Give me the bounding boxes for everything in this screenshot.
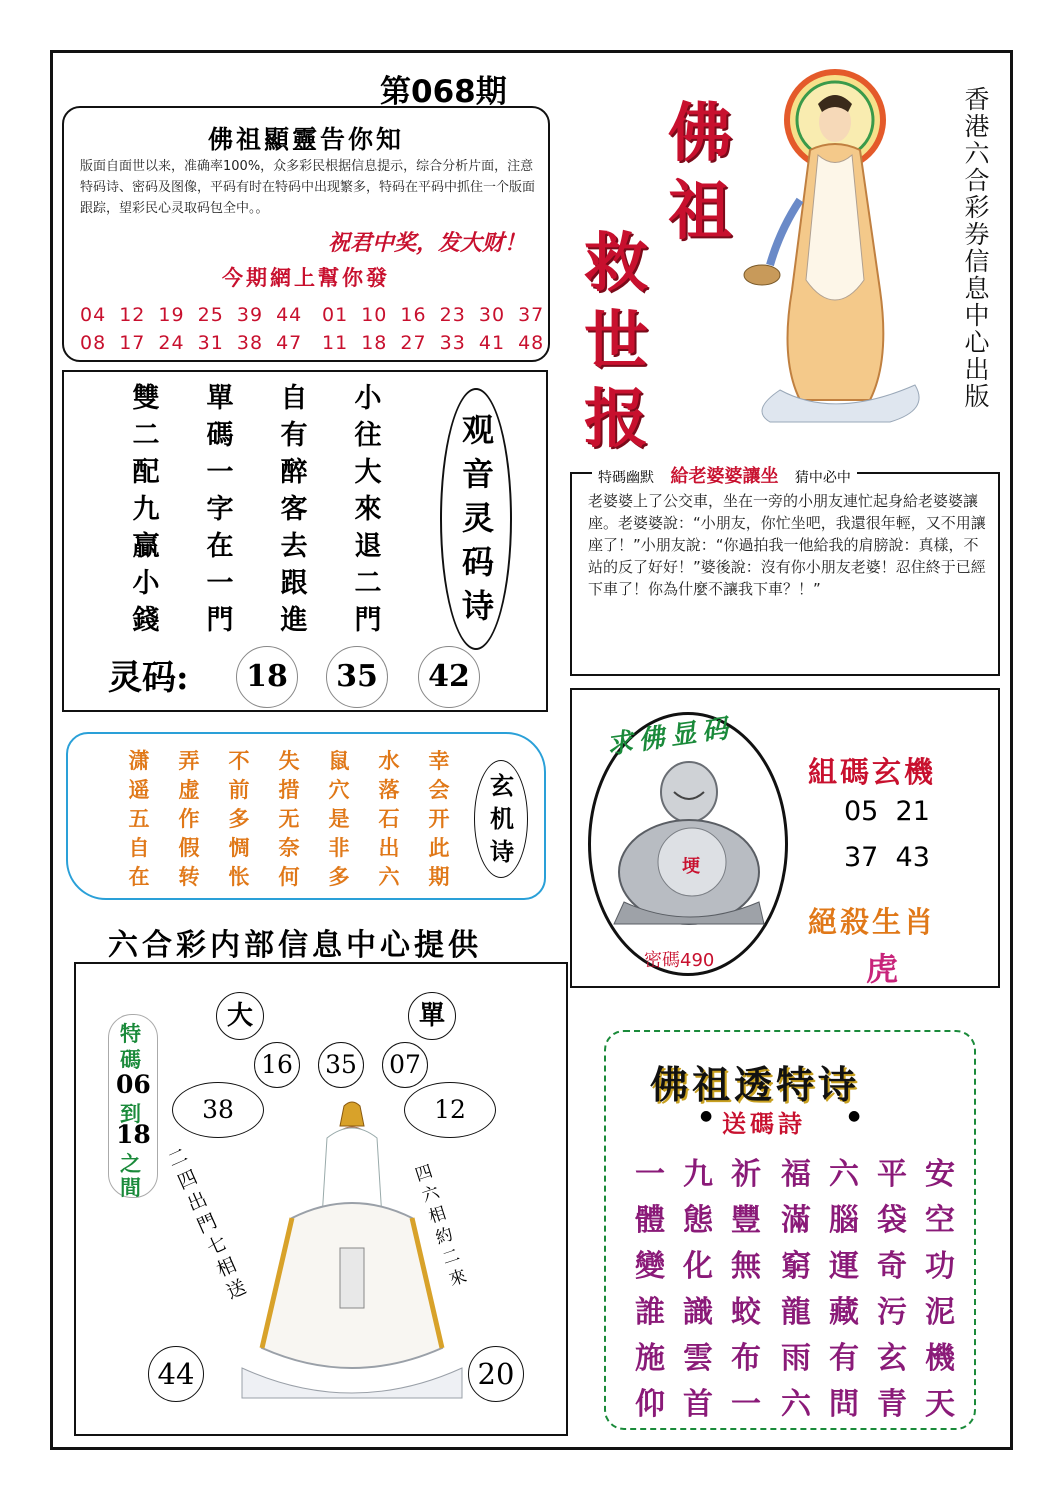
- info-box: [62, 106, 550, 362]
- fozu-col-4: 福滿窮龍雨六: [781, 1157, 811, 1422]
- laughing-buddha-image: [604, 752, 774, 928]
- seated-number: 16: [254, 1042, 300, 1088]
- fozu-bullet-left-icon: ●: [700, 1108, 713, 1124]
- title-char-zu: 祖: [668, 174, 732, 249]
- numbers-right-row2: 11 18 27 33 41 48: [322, 332, 545, 354]
- lingma-label: 灵码:: [108, 658, 189, 698]
- poem-col-1: 雙二配九贏小錢: [132, 383, 160, 636]
- numbers-left-row1: 04 12 19 25 39 44: [80, 304, 303, 326]
- buddha-title: 求佛显码: [604, 713, 736, 761]
- corner-number: 44: [148, 1346, 204, 1402]
- info-title: 佛祖顯靈告你知: [207, 125, 404, 154]
- fozu-bullet-right-icon: ●: [848, 1108, 861, 1124]
- fozu-col-3: 祈豐無蛟布一: [731, 1157, 761, 1422]
- title-char-bao: 报: [584, 382, 648, 457]
- joke-header: [592, 462, 857, 488]
- special-label-2: 碼: [120, 1047, 141, 1072]
- guanyin-standing-image: [740, 60, 950, 430]
- fozu-col-1: 一體變誰施仰: [635, 1157, 665, 1422]
- buddha-mark: 埂: [682, 856, 700, 877]
- numbers-right-row1: 01 10 16 23 30 37: [322, 304, 545, 326]
- special-from: 06: [116, 1070, 151, 1099]
- joke-header-right: 猜中必中: [794, 470, 851, 486]
- seated-oval-number: 12: [404, 1082, 496, 1138]
- xuanji-label: 玄机诗: [490, 771, 514, 866]
- lingma-number: 42: [418, 646, 480, 708]
- special-label-4: 間: [120, 1175, 141, 1200]
- special-label-3: 之: [120, 1151, 141, 1176]
- seated-oval-number: 38: [172, 1082, 264, 1138]
- numbers-left-row2: 08 17 24 31 38 47: [80, 332, 303, 354]
- provider-text: 六合彩内部信息中心提供: [108, 928, 482, 963]
- joke-title: 給老婆婆讓坐: [670, 466, 779, 487]
- title-char-fo: 佛: [668, 96, 732, 171]
- left-verse: 二四出門七相送: [164, 1144, 250, 1304]
- xuanji-col-4: 失措无奈何: [278, 748, 300, 889]
- fozu-col-7: 安空功泥機天: [925, 1157, 955, 1422]
- fozu-title: 佛祖透特诗: [650, 1062, 861, 1107]
- fozu-subtitle: 送碼詩: [722, 1110, 806, 1138]
- xuanji-col-7: 幸会开此期: [428, 748, 450, 889]
- lingma-number: 35: [326, 646, 388, 708]
- info-text: 版面自面世以来，准确率100%，众多彩民根据信息提示，综合分析片面，注意特码诗、密码及图像，平码有时在特码中出现繁多，特码在平码中抓住一个版面跟踪，望彩民心灵取码包全中。。: [80, 159, 536, 216]
- xuanji-col-3: 不前多惆怅: [228, 748, 250, 889]
- issue-number: 第068期: [380, 74, 507, 110]
- seated-number: 35: [318, 1042, 364, 1088]
- special-to-word: 到: [120, 1101, 141, 1126]
- joke-body: 老婆婆上了公交車，坐在一旁的小朋友連忙起身給老婆婆讓座。老婆婆說：“小朋友，你忙坐吧，我還很年輕，又不用讓座了！”小朋友說：“你過拍我一他給我的肩膀說：真樣，不站的反了好好！”婆後說：沒有你小朋友老婆！忍住終于已經下車了！你為什麼不讓我下車？！”: [588, 492, 986, 598]
- zuma-row1: 05 21: [844, 796, 930, 827]
- title-char-shi: 世: [584, 304, 648, 379]
- lingma-number: 18: [236, 646, 298, 708]
- single-circle: 單: [408, 992, 456, 1040]
- xuanji-col-1: 潇遥五自在: [128, 748, 150, 889]
- xuanji-col-5: 鼠穴是非多: [328, 748, 350, 889]
- fozu-col-6: 平袋奇污玄青: [877, 1157, 907, 1422]
- poem-label: 观音灵码诗: [461, 411, 494, 625]
- fozu-col-2: 九態化識雲首: [683, 1157, 713, 1422]
- joke-header-left: 特碼幽默: [598, 470, 654, 486]
- poem-col-4: 小往大來退二門: [354, 383, 382, 636]
- right-verse: 四六相約二來: [412, 1161, 470, 1291]
- title-char-jiu: 救: [584, 226, 648, 301]
- info-subtitle: 今期網上幫你發: [222, 266, 390, 290]
- joke-box: [570, 466, 1000, 676]
- kill-value: 虎: [866, 950, 899, 988]
- kill-title: 絕殺生肖: [808, 905, 937, 939]
- seated-number: 07: [382, 1042, 428, 1088]
- buddha-code: 密碼490: [644, 950, 715, 971]
- poem-col-3: 自有醉客去跟進: [280, 383, 308, 636]
- xuanji-label-oval: [474, 760, 528, 878]
- fozu-col-5: 六腦運藏有問: [829, 1157, 859, 1422]
- poem-label-oval: [440, 388, 512, 650]
- zuma-title: 組碼玄機: [808, 755, 937, 789]
- special-label-1: 特: [120, 1021, 141, 1046]
- zuma-row2: 37 43: [844, 842, 930, 873]
- xuanji-col-6: 水落石出六: [378, 748, 400, 889]
- big-circle: 大: [216, 992, 264, 1040]
- publisher-vertical: 香港六合彩券信息中心出版: [964, 85, 990, 411]
- guanyin-seated-image: [232, 1098, 472, 1408]
- xuanji-col-2: 弄虚作假转: [178, 748, 200, 889]
- special-to: 18: [116, 1120, 151, 1149]
- info-wish: 祝君中奖，发大财！: [327, 231, 526, 256]
- corner-number: 20: [468, 1346, 524, 1402]
- poem-col-2: 單碼一字在一門: [206, 383, 234, 636]
